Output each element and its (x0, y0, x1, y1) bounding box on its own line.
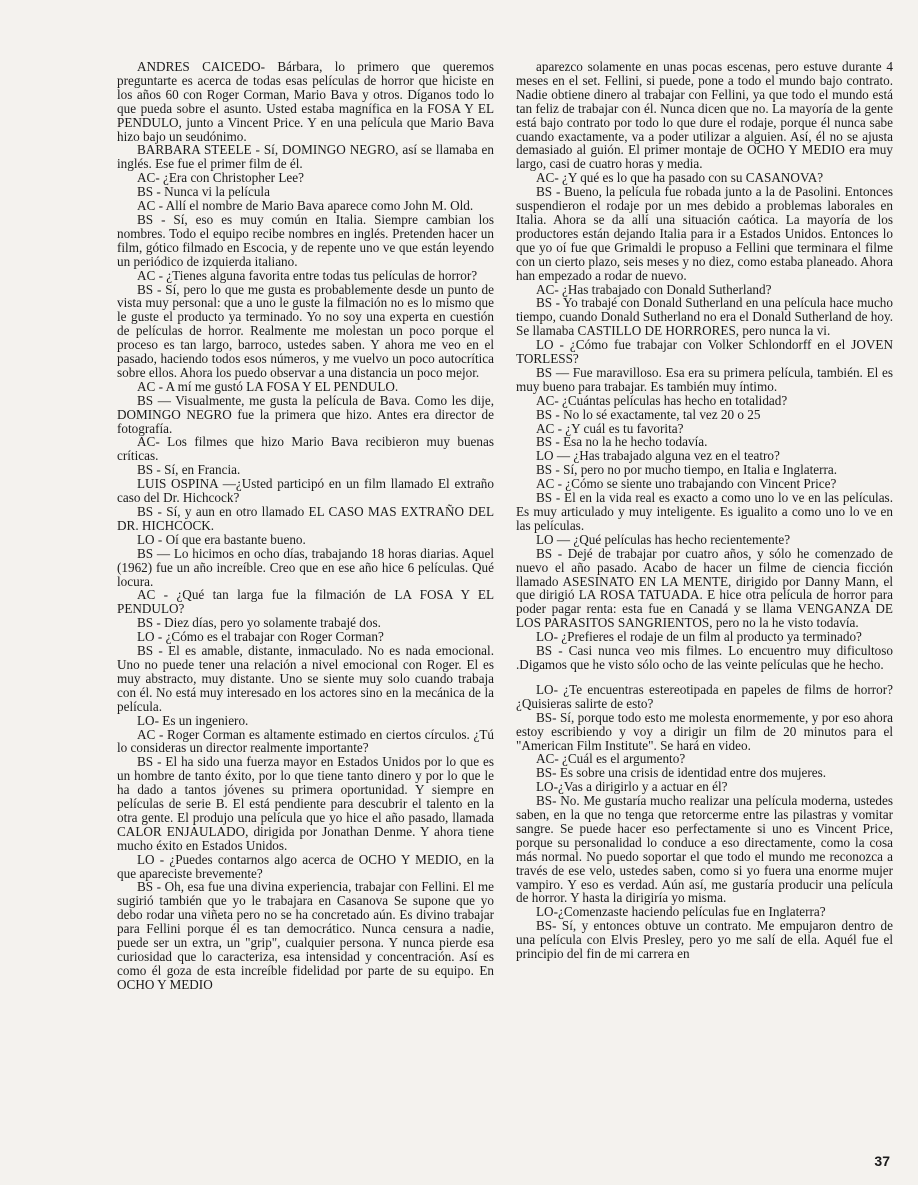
paragraph: BS - Bueno, la película fue robada junto a la de Pasolini. Entonces suspendieron el rodaje por un mes debido a problemas laborales en Italia. Ahora se da allí una situación caótica. La mayoría de los productores están dejando Italia para ir a Estados Unidos. Entonces lo que yo oí fue que Grimaldi le propuso a Fellini que terminara el filme con un cierto plazo, seis meses y no diez, como estaba planeado. Ahora han empezado a rodar de nuevo. (516, 184, 893, 283)
paragraph: LUIS OSPINA —¿Usted participó en un film llamado El extraño caso del Dr. Hichcock? (117, 476, 494, 506)
paragraph: BS - Sí, y aun en otro llamado EL CASO MAS EXTRAÑO DEL DR. HICHCOCK. (117, 504, 494, 533)
paragraph: BS- Sí, porque todo esto me molesta enormemente, y por eso ahora estoy escribiendo y voy a dirigir un film de 20 minutos para el "American Film Institute". Se hará en video. (516, 709, 893, 753)
right-column (516, 60, 893, 961)
paragraph: LO-¿Comenzaste haciendo películas fue en Inglaterra? (536, 904, 826, 920)
paragraph: BS - Nunca vi la película (137, 184, 270, 200)
paragraph: BS - Casi nunca veo mis filmes. Lo encuentro muy dificultoso .Digamos que he visto sólo ocho de las veinte películas que he hecho. (516, 643, 893, 672)
paragraph: BS- Sí, y entonces obtuve un contrato. Me empujaron dentro de una película con Elvis Presley, pero yo me salí de ella. Aquél fue el principio del fin de mi carrera en (516, 918, 893, 962)
paragraph: LO - ¿Puedes contarnos algo acerca de OCHO Y MEDIO, en la que apareciste brevemente? (117, 851, 494, 881)
paragraph: BS — Fue maravilloso. Esa era su primera película, también. El es muy bueno para trabajar. Es también muy íntimo. (516, 364, 893, 394)
paragraph: BS- Es sobre una crisis de identidad entre dos mujeres. (536, 765, 827, 781)
paragraph: AC- ¿Era con Christopher Lee? (137, 170, 304, 186)
paragraph: BS - El es amable, distante, inmaculado. No es nada emocional. Uno no puede tener una relación a nivel emocional con Roger. El es muy abstracto, muy distante. Uno se siente muy solo cuando trabaja con él. No está muy interesado en los actores sino en la mecánica de la película. (117, 643, 494, 714)
paragraph: BS - Dejé de trabajar por cuatro años, y sólo he comenzado de nuevo el año pasado. Acabo de hacer un filme de ciencia ficción llamado ASESINATO EN LA MENTE, dirigido por Danny Mann, el que dirigió LA ROSA TATUADA. E hice otra película de horror para poder pagar renta: esta fue en Canadá y se llama VENGANZA DE LOS PARASITOS SANGRIENTOS, pero no la he visto todavía. (516, 545, 893, 631)
paragraph: LO — ¿Qué películas has hecho recientemente? (536, 531, 791, 547)
paragraph: BS - Sí, eso es muy común en Italia. Siempre cambian los nombres. Todo el equipo recibe nombres en inglés. Pretenden hacer un film, gótico filmado en Escocia, y de repente uno ve que están leyendo un periódico de izquierda italiano. (117, 211, 494, 269)
paragraph: BS - Sí, pero lo que me gusta es probablemente desde un punto de vista muy personal: que a uno le guste la filmación no es lo mismo que le guste el producto ya terminado. Yo no soy una experta en cuestión de películas de horror. Realmente me molestan un poco porque el proceso es tan largo, barroco, ustedes saben. Y ahora me veo en el pasado, haciendo todos esos números, y me vuelvo un poco autocrítica sobre ellos. Ahora los puedo observar a una distancia un poco mejor. (117, 281, 494, 380)
page-number: 37 (874, 1153, 890, 1169)
paragraph: BS - Oh, esa fue una divina experiencia, trabajar con Fellini. El me sugirió también que yo le trabajara en Casanova Se supone que yo debo rodar una viñeta pero no se ha concretado aún. Es divino trabajar para Fellini porque él es tan democrático. Nunca censura a nadie, puede ser un extra, un "grip", cualquier persona. Y nunca pierde esa curiosidad que lo caracteriza, esa intensidad y concentración. Así es como él goza de esta increíble fidelidad por parte de su equipo. En OCHO Y MEDIO (117, 879, 494, 992)
paragraph: aparezco solamente en unas pocas escenas, pero estuve durante 4 meses en el set. Fellini, si puede, pone a todo el mundo bajo contrato. Nadie obtiene dinero al trabajar con Fellini, ya que todo el mundo está tan feliz de trabajar con él. Nunca dicen que no. La mayoría de la gente está bajo contrato por todo lo que dure el rodaje, porque él nunca sabe cuando exactamente, va a poder utilizar a alguien. Así, él no se ajusta demasiado al guión. El primer montaje de OCHO Y MEDIO era muy largo, casi de cuatro horas y media. (516, 59, 893, 172)
paragraph: AC- ¿Y qué es lo que ha pasado con su CASANOVA? (536, 170, 824, 186)
paragraph: AC - ¿Cómo se siente uno trabajando con Vincent Price? (536, 476, 837, 492)
paragraph: BS- No. Me gustaría mucho realizar una película moderna, ustedes saben, en la que no tenga que retorcerme entre las pilastras y vomitar sangre. Se puede hacer eso perfectamente si uno es Vincent Price, porque su personalidad lo conduce a eso directamente, como la cosa más normal. No puedo soportar el que todo el mundo me reconozca a través de ese velo, ustedes saben, como si yo fuera una enorme mujer vampiro. Y eso es verdad. Aún así, me gustaría producir una película de horror. Y hasta la dirigiría yo misma. (516, 793, 893, 906)
paragraph: AC - Roger Corman es altamente estimado en ciertos círculos. ¿Tú lo consideras un director realmente importante? (117, 726, 494, 756)
paragraph: ANDRES CAICEDO- Bárbara, lo primero que queremos preguntarte es acerca de todas esas películas de horror que hiciste en los años 60 con Roger Corman, Mario Bava y otros. Díganos todo lo que pueda sobre el asunto. Usted estaba magnífica en la FOSA Y EL PENDULO, junto a Vincent Price. Y en una película que Mario Bava hizo bajo un seudónimo. (117, 59, 494, 144)
paragraph: LO- Es un ingeniero. (137, 712, 249, 728)
paragraph: AC - ¿Qué tan larga fue la filmación de LA FOSA Y EL PENDULO? (117, 587, 494, 617)
paragraph: LO- ¿Te encuentras estereotipada en papeles de films de horror? ¿Quisieras salirte de esto? (516, 681, 893, 711)
paragraph: LO - Oí que era bastante bueno. (137, 531, 306, 547)
paragraph: AC - ¿Tienes alguna favorita entre todas tus películas de horror? (137, 267, 478, 283)
paragraph: BS - El en la vida real es exacto a como uno lo ve en las películas. Es muy articulado y muy inteligente. Es igualito a como uno lo ve en las películas. (516, 490, 893, 533)
paragraph: BS - Sí, pero no por mucho tiempo, en Italia e Inglaterra. (536, 462, 838, 478)
paragraph: BS — Lo hicimos en ocho días, trabajando 18 horas diarias. Aquel (1962) fue un año increíble. Creo que en ese año hice 6 películas. Qué locura. (117, 545, 494, 589)
paragraph: BS - Yo trabajé con Donald Sutherland en una película hace mucho tiempo, cuando Donald Sutherland no era el Donald Sutherland de hoy. Se llamaba CASTILLO DE HORRORES, pero nunca la vi. (516, 295, 893, 339)
paragraph: AC- Los filmes que hizo Mario Bava recibieron muy buenas críticas. (117, 434, 494, 464)
paragraph: BS - El ha sido una fuerza mayor en Estados Unidos por lo que es un hombre de tanto éxito, por lo que tiene tanto dinero y por lo que le ha dado a tantos jóvenes su primera oportunidad. Y siempre en películas de serie B. El está pendiente para descubrir el talento en la otra gente. El produjo una película que yo hice el año pasado, llamada CALOR ENJAULADO, dirigida por Jonathan Denme. Y ahora tiene mucho éxito en Estados Unidos. (117, 754, 494, 853)
paragraph: LO - ¿Cómo es el trabajar con Roger Corman? (137, 629, 384, 645)
paragraph: AC- ¿Cuántas películas has hecho en totalidad? (536, 392, 788, 408)
paragraph: LO- ¿Prefieres el rodaje de un film al producto ya terminado? (536, 629, 862, 645)
paragraph: LO-¿Vas a dirigirlo y a actuar en él? (536, 779, 728, 795)
paragraph: AC - Allí el nombre de Mario Bava aparece como John M. Old. (137, 198, 474, 214)
paragraph: BS - Sí, en Francia. (137, 462, 241, 478)
paragraph: LO — ¿Has trabajado alguna vez en el teatro? (536, 448, 780, 464)
paragraph: BS - No lo sé exactamente, tal vez 20 o 25 (536, 406, 761, 422)
paragraph: BS - Esa no la he hecho todavía. (536, 434, 708, 450)
paragraph: AC- ¿Cuál es el argumento? (536, 751, 686, 767)
paragraph: BS — Visualmente, me gusta la película de Bava. Como les dije, DOMINGO NEGRO fue la primera que hizo. Antes era director de fotografía. (117, 392, 494, 436)
paragraph: LO - ¿Cómo fue trabajar con Volker Schlondorff en el JOVEN TORLESS? (516, 337, 893, 367)
left-column (117, 60, 494, 992)
paragraph: BS - Diez días, pero yo solamente trabajé dos. (137, 615, 381, 631)
paragraph: AC- ¿Has trabajado con Donald Sutherland? (536, 281, 772, 297)
paragraph: AC - ¿Y cuál es tu favorita? (536, 420, 684, 436)
paragraph: BARBARA STEELE - Sí, DOMINGO NEGRO, así se llamaba en inglés. Ese fue el primer film de él. (117, 142, 494, 172)
paragraph: AC - A mí me gustó LA FOSA Y EL PENDULO. (137, 378, 399, 394)
